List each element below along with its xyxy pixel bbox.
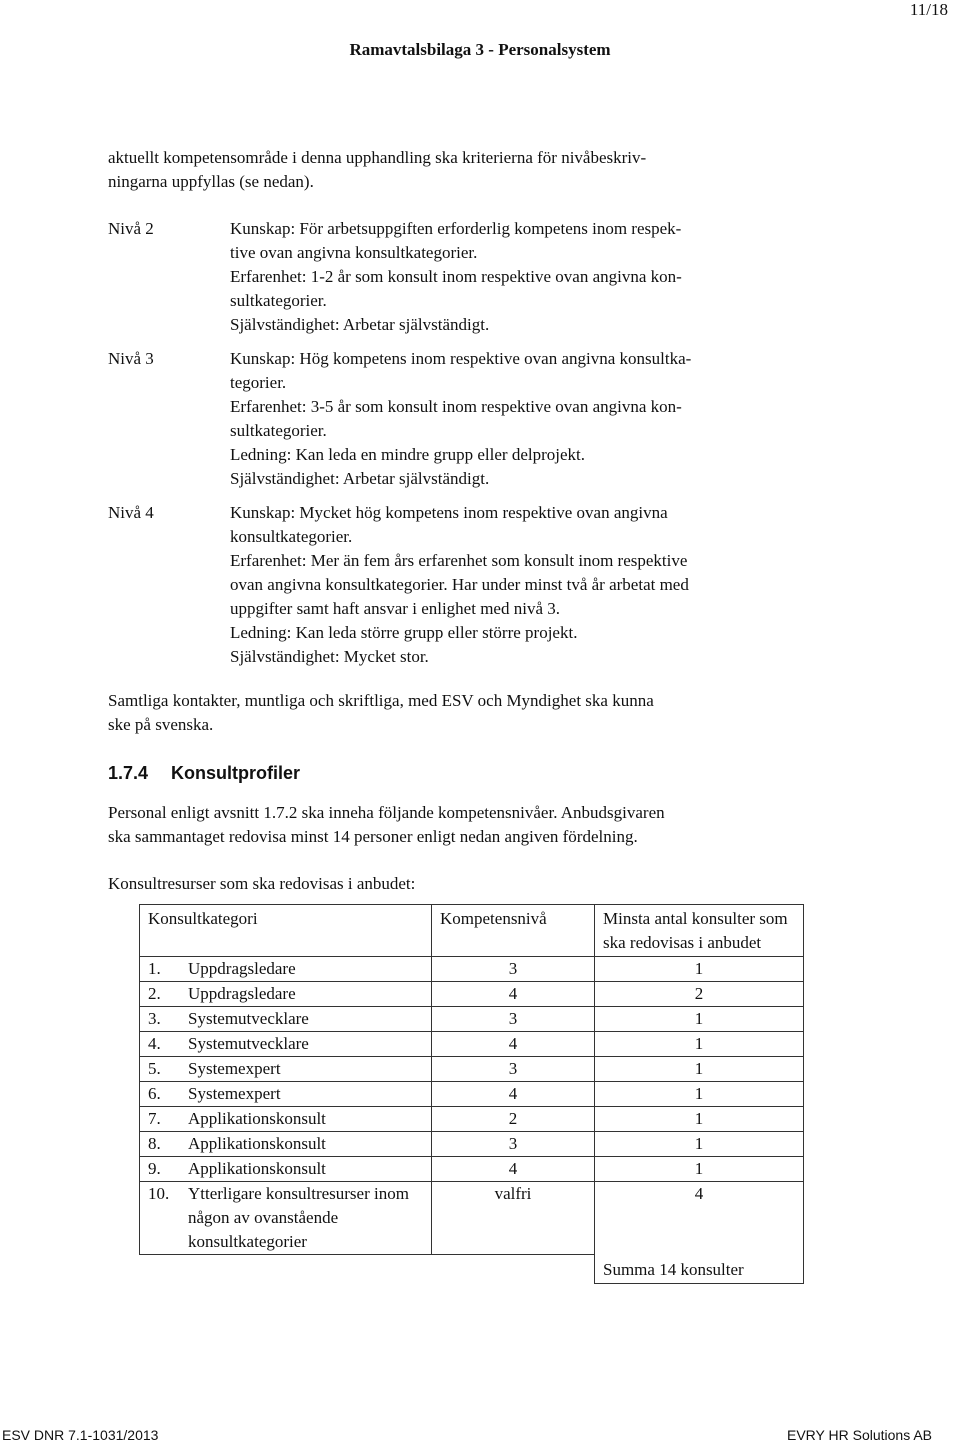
- page-number: 11/18: [909, 0, 948, 19]
- row-index: 9.: [148, 1159, 161, 1178]
- intro-line: aktuellt kompetensområde i denna upphandling ska kriterierna för nivåbeskriv-: [108, 148, 647, 167]
- row-index: 5.: [148, 1059, 161, 1078]
- level-line: Självständighet: Arbetar självständigt.: [230, 315, 490, 334]
- row-level: 4: [432, 1157, 595, 1182]
- table-sum-row: [140, 1255, 804, 1284]
- resources-intro: Konsultresurser som ska redovisas i anbudet:: [108, 874, 416, 893]
- section-title: Konsultprofiler: [171, 763, 300, 783]
- footer-right: EVRY HR Solutions AB: [786, 1427, 932, 1443]
- row-category: Systemexpert: [188, 1084, 281, 1103]
- level-description-4: [230, 501, 689, 669]
- row-level: 3: [432, 1132, 595, 1157]
- closing-line: ske på svenska.: [108, 715, 214, 734]
- row-count: 1: [595, 1082, 804, 1107]
- row-category-cell: [140, 1057, 432, 1082]
- level-line: Erfarenhet: Mer än fem års erfarenhet som konsult inom respektive: [230, 551, 688, 570]
- section-heading: [108, 763, 300, 784]
- level-line: Självständighet: Arbetar självständigt.: [230, 469, 490, 488]
- table-row: [140, 1032, 804, 1057]
- header-level: Kompetensnivå: [432, 905, 595, 957]
- closing-line: Samtliga kontakter, muntliga och skriftliga, med ESV och Myndighet ska kunna: [108, 691, 654, 710]
- row-category-cell: [140, 957, 432, 982]
- row-index: 1.: [148, 959, 161, 978]
- intro-line: ningarna uppfyllas (se nedan).: [108, 172, 314, 191]
- row-index: 2.: [148, 984, 161, 1003]
- row-category-cell: [140, 1032, 432, 1057]
- level-label-4: Nivå 4: [108, 503, 154, 522]
- row-index: 10.: [148, 1184, 170, 1203]
- level-line: Ledning: Kan leda en mindre grupp eller delprojekt.: [230, 445, 585, 464]
- level-line: sultkategorier.: [230, 421, 327, 440]
- row-count: 2: [595, 982, 804, 1007]
- row-count: 1: [595, 1032, 804, 1057]
- closing-paragraph: [108, 689, 654, 737]
- table-row: [140, 1157, 804, 1182]
- row-count: 1: [595, 1007, 804, 1032]
- level-label-2: Nivå 2: [108, 219, 154, 238]
- row-category: Applikationskonsult: [188, 1109, 326, 1128]
- row-category-cell: [140, 1082, 432, 1107]
- row-category: Systemutvecklare: [188, 1034, 309, 1053]
- level-line: sultkategorier.: [230, 291, 327, 310]
- row-category-cell: [140, 1132, 432, 1157]
- table-row: [140, 1007, 804, 1032]
- row-index: 3.: [148, 1009, 161, 1028]
- level-label-3: Nivå 3: [108, 349, 154, 368]
- row-count: 4: [595, 1182, 804, 1255]
- sum-total: Summa 14 konsulter: [595, 1255, 804, 1284]
- row-level: 4: [432, 982, 595, 1007]
- consultant-resources-table: [139, 904, 804, 1284]
- row-category-cell: [140, 1157, 432, 1182]
- row-count: 1: [595, 1132, 804, 1157]
- level-description-3: [230, 347, 691, 491]
- document-title: Ramavtalsbilaga 3 - Personalsystem: [349, 40, 611, 59]
- profile-paragraph: [108, 801, 665, 849]
- level-line: Kunskap: Mycket hög kompetens inom respektive ovan angivna: [230, 503, 668, 522]
- row-count: 1: [595, 1057, 804, 1082]
- row-category: Ytterligare konsultresurser inom någon av ovanstående konsultkategorier: [188, 1184, 409, 1251]
- header-category: Konsultkategori: [140, 905, 432, 957]
- section-number: 1.7.4: [108, 763, 149, 783]
- row-level: 2: [432, 1107, 595, 1132]
- row-category: Applikationskonsult: [188, 1134, 326, 1153]
- row-level: 3: [432, 957, 595, 982]
- level-line: uppgifter samt haft ansvar i enlighet med nivå 3.: [230, 599, 560, 618]
- row-index: 8.: [148, 1134, 161, 1153]
- footer-left: ESV DNR 7.1-1031/2013: [2, 1427, 159, 1443]
- row-category: Uppdragsledare: [188, 984, 296, 1003]
- table-header-row: [140, 905, 804, 957]
- level-line: Kunskap: Hög kompetens inom respektive ovan angivna konsultka-: [230, 349, 692, 368]
- row-index: 7.: [148, 1109, 161, 1128]
- table-row: [140, 1082, 804, 1107]
- table-row: [140, 957, 804, 982]
- table-row: [140, 1057, 804, 1082]
- level-line: Erfarenhet: 3-5 år som konsult inom respektive ovan angivna kon-: [230, 397, 682, 416]
- level-line: Erfarenhet: 1-2 år som konsult inom respektive ovan angivna kon-: [230, 267, 682, 286]
- row-level: 4: [432, 1032, 595, 1057]
- row-category: Systemutvecklare: [188, 1009, 309, 1028]
- table-row: [140, 1182, 804, 1255]
- level-line: Kunskap: För arbetsuppgiften erforderlig kompetens inom respek-: [230, 219, 682, 238]
- row-count: 1: [595, 1107, 804, 1132]
- row-level: valfri: [432, 1182, 595, 1255]
- sum-spacer: [140, 1255, 432, 1284]
- level-line: Självständighet: Mycket stor.: [230, 647, 429, 666]
- level-line: ovan angivna konsultkategorier. Har under minst två år arbetat med: [230, 575, 689, 594]
- profile-line: ska sammantaget redovisa minst 14 personer enligt nedan angiven fördelning.: [108, 827, 638, 846]
- row-category: Applikationskonsult: [188, 1159, 326, 1178]
- row-index: 6.: [148, 1084, 161, 1103]
- row-count: 1: [595, 957, 804, 982]
- row-category: Uppdragsledare: [188, 959, 296, 978]
- row-count: 1: [595, 1157, 804, 1182]
- row-category-cell: [140, 1182, 432, 1255]
- row-level: 3: [432, 1007, 595, 1032]
- table-row: [140, 1107, 804, 1132]
- row-category-cell: [140, 982, 432, 1007]
- row-category-cell: [140, 1107, 432, 1132]
- row-index: 4.: [148, 1034, 161, 1053]
- intro-paragraph: [108, 146, 646, 194]
- row-category-cell: [140, 1007, 432, 1032]
- row-level: 4: [432, 1082, 595, 1107]
- profile-line: Personal enligt avsnitt 1.7.2 ska inneha följande kompetensnivåer. Anbudsgivaren: [108, 803, 665, 822]
- level-description-2: [230, 217, 682, 337]
- table-row: [140, 982, 804, 1007]
- level-line: Ledning: Kan leda större grupp eller större projekt.: [230, 623, 578, 642]
- row-level: 3: [432, 1057, 595, 1082]
- sum-spacer: [432, 1255, 595, 1284]
- level-line: tive ovan angivna konsultkategorier.: [230, 243, 478, 262]
- header-min-count: Minsta antal konsulter som ska redovisas i anbudet: [595, 905, 804, 957]
- level-line: konsultkategorier.: [230, 527, 353, 546]
- table-row: [140, 1132, 804, 1157]
- level-line: tegorier.: [230, 373, 287, 392]
- row-category: Systemexpert: [188, 1059, 281, 1078]
